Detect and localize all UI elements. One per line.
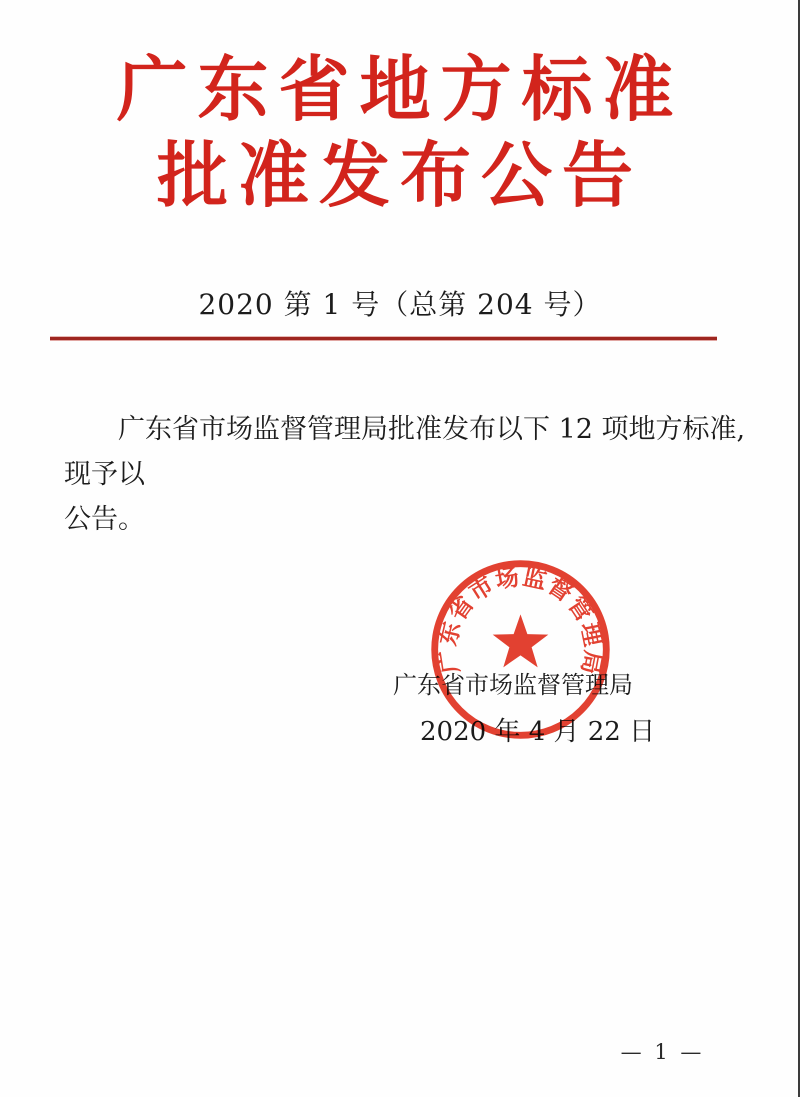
red-divider-rule: [50, 337, 717, 340]
official-seal: [423, 552, 618, 747]
title-line-1: 广东省地方标准: [116, 47, 684, 131]
title-line-2: 批准发布公告: [156, 133, 643, 217]
star-icon: [493, 614, 549, 667]
body-paragraph: [64, 407, 746, 542]
document-date: 2020 年 4 月 22 日: [420, 717, 656, 747]
page-number: — 1 —: [620, 1040, 705, 1064]
issuing-authority-signature: 广东省市场监督管理局: [393, 671, 633, 699]
body-text-line-2: 公告。: [64, 504, 145, 535]
body-text-line-1: 广东省市场监督管理局批准发布以下 12 项地方标准, 现予以: [64, 414, 746, 490]
issue-number: 2020 第 1 号（总第 204 号）: [198, 288, 602, 321]
seal-arc-text: 广东省市场监督管理局: [433, 562, 608, 678]
document-title: [0, 46, 800, 218]
